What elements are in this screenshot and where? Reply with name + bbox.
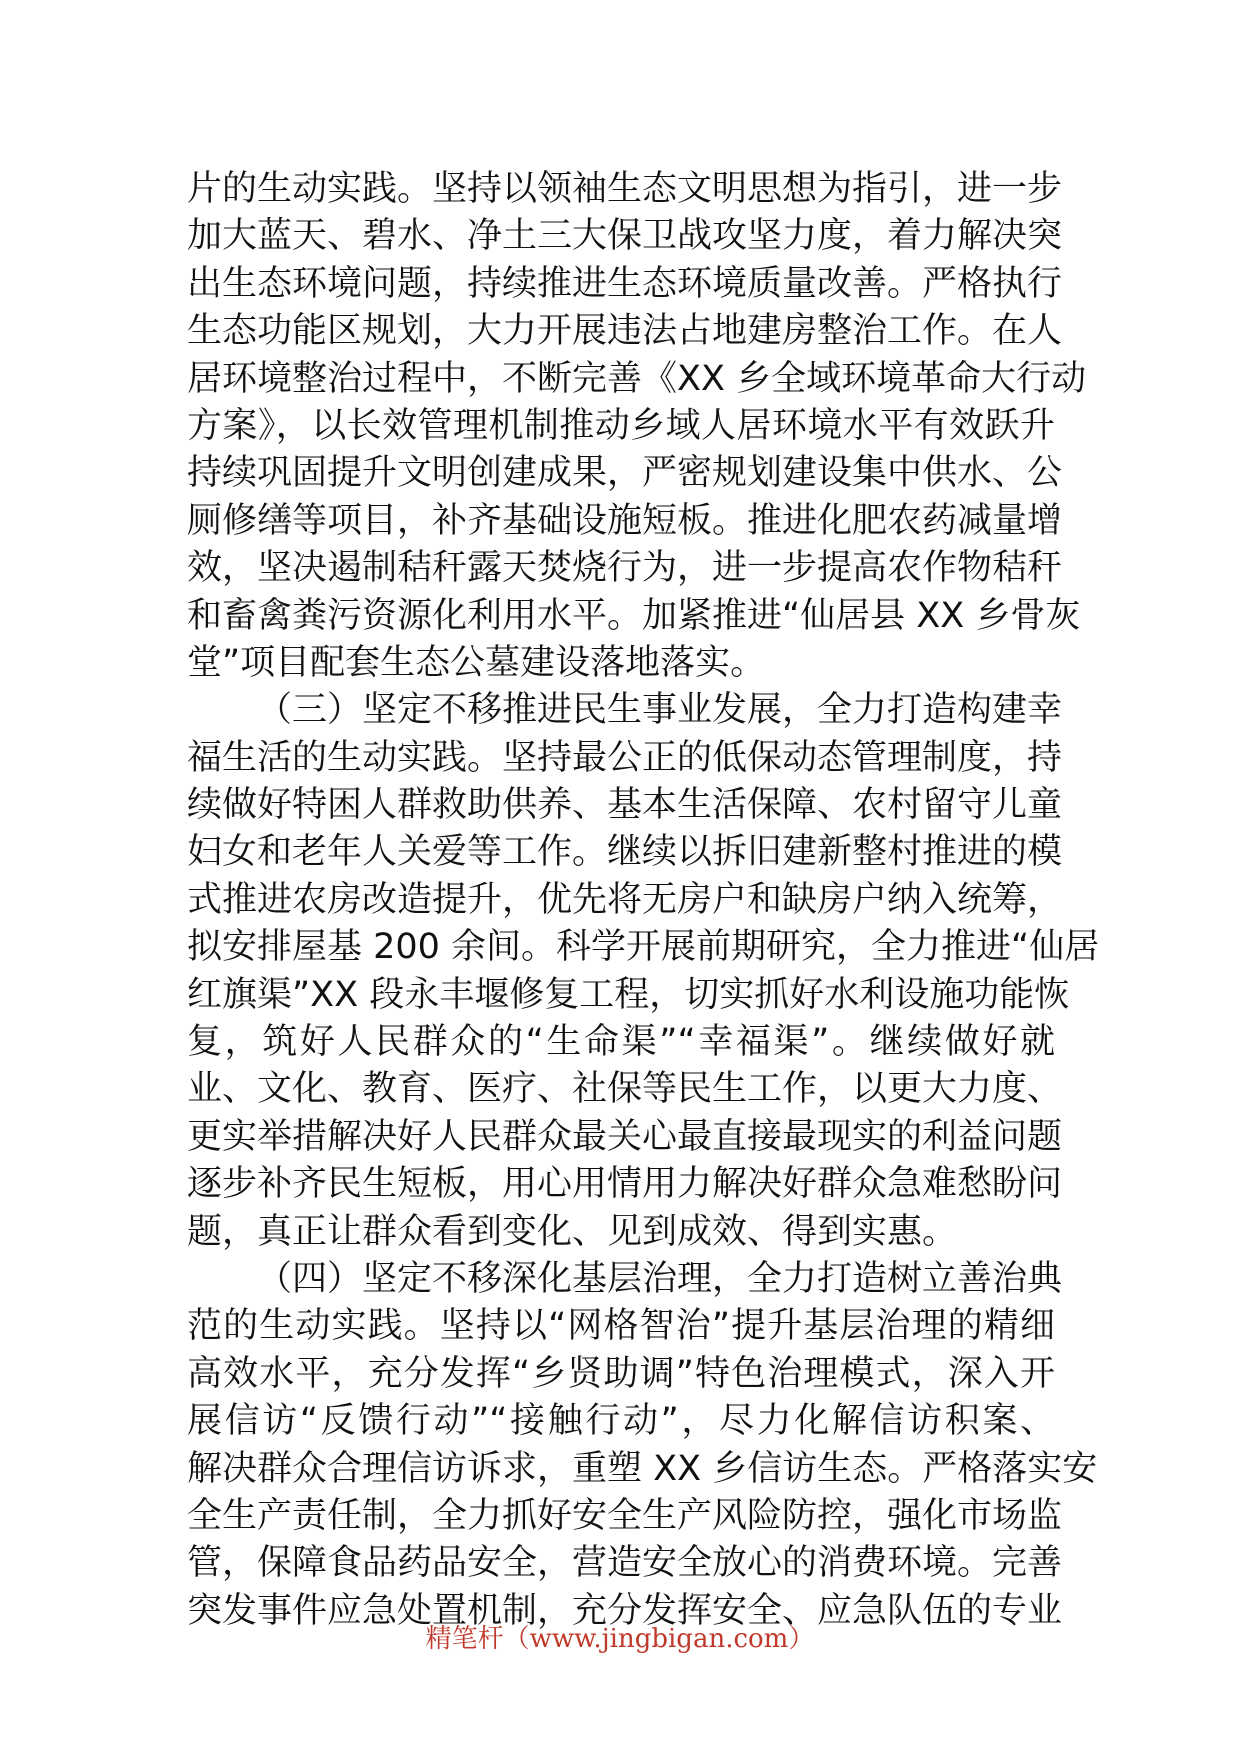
text-line: 厕修缮等项目，补齐基础设施短板。推进化肥农药减量增 bbox=[187, 500, 1063, 541]
text-line: 居环境整治过程中，不断完善《XX 乡全域环境革命大行动 bbox=[187, 358, 1087, 399]
text-line: 出生态环境问题，持续推进生态环境质量改善。严格执行 bbox=[187, 263, 1063, 304]
text-line: 片的生动实践。坚持以领袖生态文明思想为指引，进一步 bbox=[187, 169, 1063, 209]
text-line: 式推进农房改造提升，优先将无房户和缺房户纳入统筹， bbox=[187, 879, 1063, 920]
text-line: 全生产责任制，全力抓好安全生产风险防控，强化市场监 bbox=[187, 1495, 1063, 1536]
text-line: （三）坚定不移推进民生事业发展，全力打造构建幸 bbox=[257, 690, 1063, 731]
footer-watermark: 精笔杆（www.jingbigan.com） bbox=[425, 1624, 815, 1654]
text-line: 题，真正让群众看到变化、见到成效、得到实惠。 bbox=[187, 1211, 958, 1252]
text-line: 解决群众合理信访诉求，重塑 XX 乡信访生态。严格落实安 bbox=[187, 1448, 1098, 1489]
text-line: 范的生动实践。坚持以“网格智治”提升基层治理的精细 bbox=[187, 1306, 1055, 1347]
text-line: 堂”项目配套生态公墓建设落地落实。 bbox=[187, 642, 766, 683]
text-line: 红旗渠”XX 段永丰堰修复工程，切实抓好水利设施功能恢 bbox=[187, 974, 1070, 1015]
text-line: （四）坚定不移深化基层治理，全力打造树立善治典 bbox=[257, 1258, 1063, 1299]
text-line: 妇女和老年人关爱等工作。继续以拆旧建新整村推进的模 bbox=[187, 832, 1063, 873]
text-line: 突发事件应急处置机制，充分发挥安全、应急队伍的专业 bbox=[187, 1590, 1063, 1631]
text-line: 业、文化、教育、医疗、社保等民生工作，以更大力度、 bbox=[187, 1069, 1063, 1110]
document-body bbox=[187, 166, 1100, 1635]
text-line: 拟安排屋基 200 余间。科学开展前期研究，全力推进“仙居 bbox=[187, 927, 1100, 968]
text-line: 续做好特困人群救助供养、基本生活保障、农村留守儿童 bbox=[187, 785, 1063, 826]
text-line: 生态功能区规划，大力开展违法占地建房整治工作。在人 bbox=[187, 311, 1063, 352]
text-line: 高效水平，充分发挥“乡贤助调”特色治理模式，深入开 bbox=[187, 1353, 1055, 1394]
text-line: 方案》，以长效管理机制推动乡域人居环境水平有效跃升 bbox=[187, 405, 1055, 446]
text-line: 管，保障食品药品安全，营造安全放心的消费环境。完善 bbox=[187, 1543, 1063, 1584]
text-line: 更实举措解决好人民群众最关心最直接最现实的利益问题 bbox=[187, 1116, 1063, 1157]
text-line: 效，坚决遏制秸秆露天焚烧行为，进一步提高农作物秸秆 bbox=[187, 548, 1063, 589]
text-line: 加大蓝天、碧水、净土三大保卫战攻坚力度，着力解决突 bbox=[187, 216, 1063, 257]
text-line: 复，筑好人民群众的“生命渠”“幸福渠”。继续做好就 bbox=[187, 1022, 1055, 1063]
text-line: 展信访“反馈行动”“接触行动”，尽力化解信访积案、 bbox=[187, 1401, 1055, 1442]
text-line: 逐步补齐民生短板，用心用情用力解决好群众急难愁盼问 bbox=[187, 1164, 1063, 1205]
text-line: 福生活的生动实践。坚持最公正的低保动态管理制度，持 bbox=[187, 737, 1063, 778]
text-line: 持续巩固提升文明创建成果，严密规划建设集中供水、公 bbox=[187, 453, 1063, 494]
text-line: 和畜禽粪污资源化利用水平。加紧推进“仙居县 XX 乡骨灰 bbox=[187, 595, 1081, 636]
